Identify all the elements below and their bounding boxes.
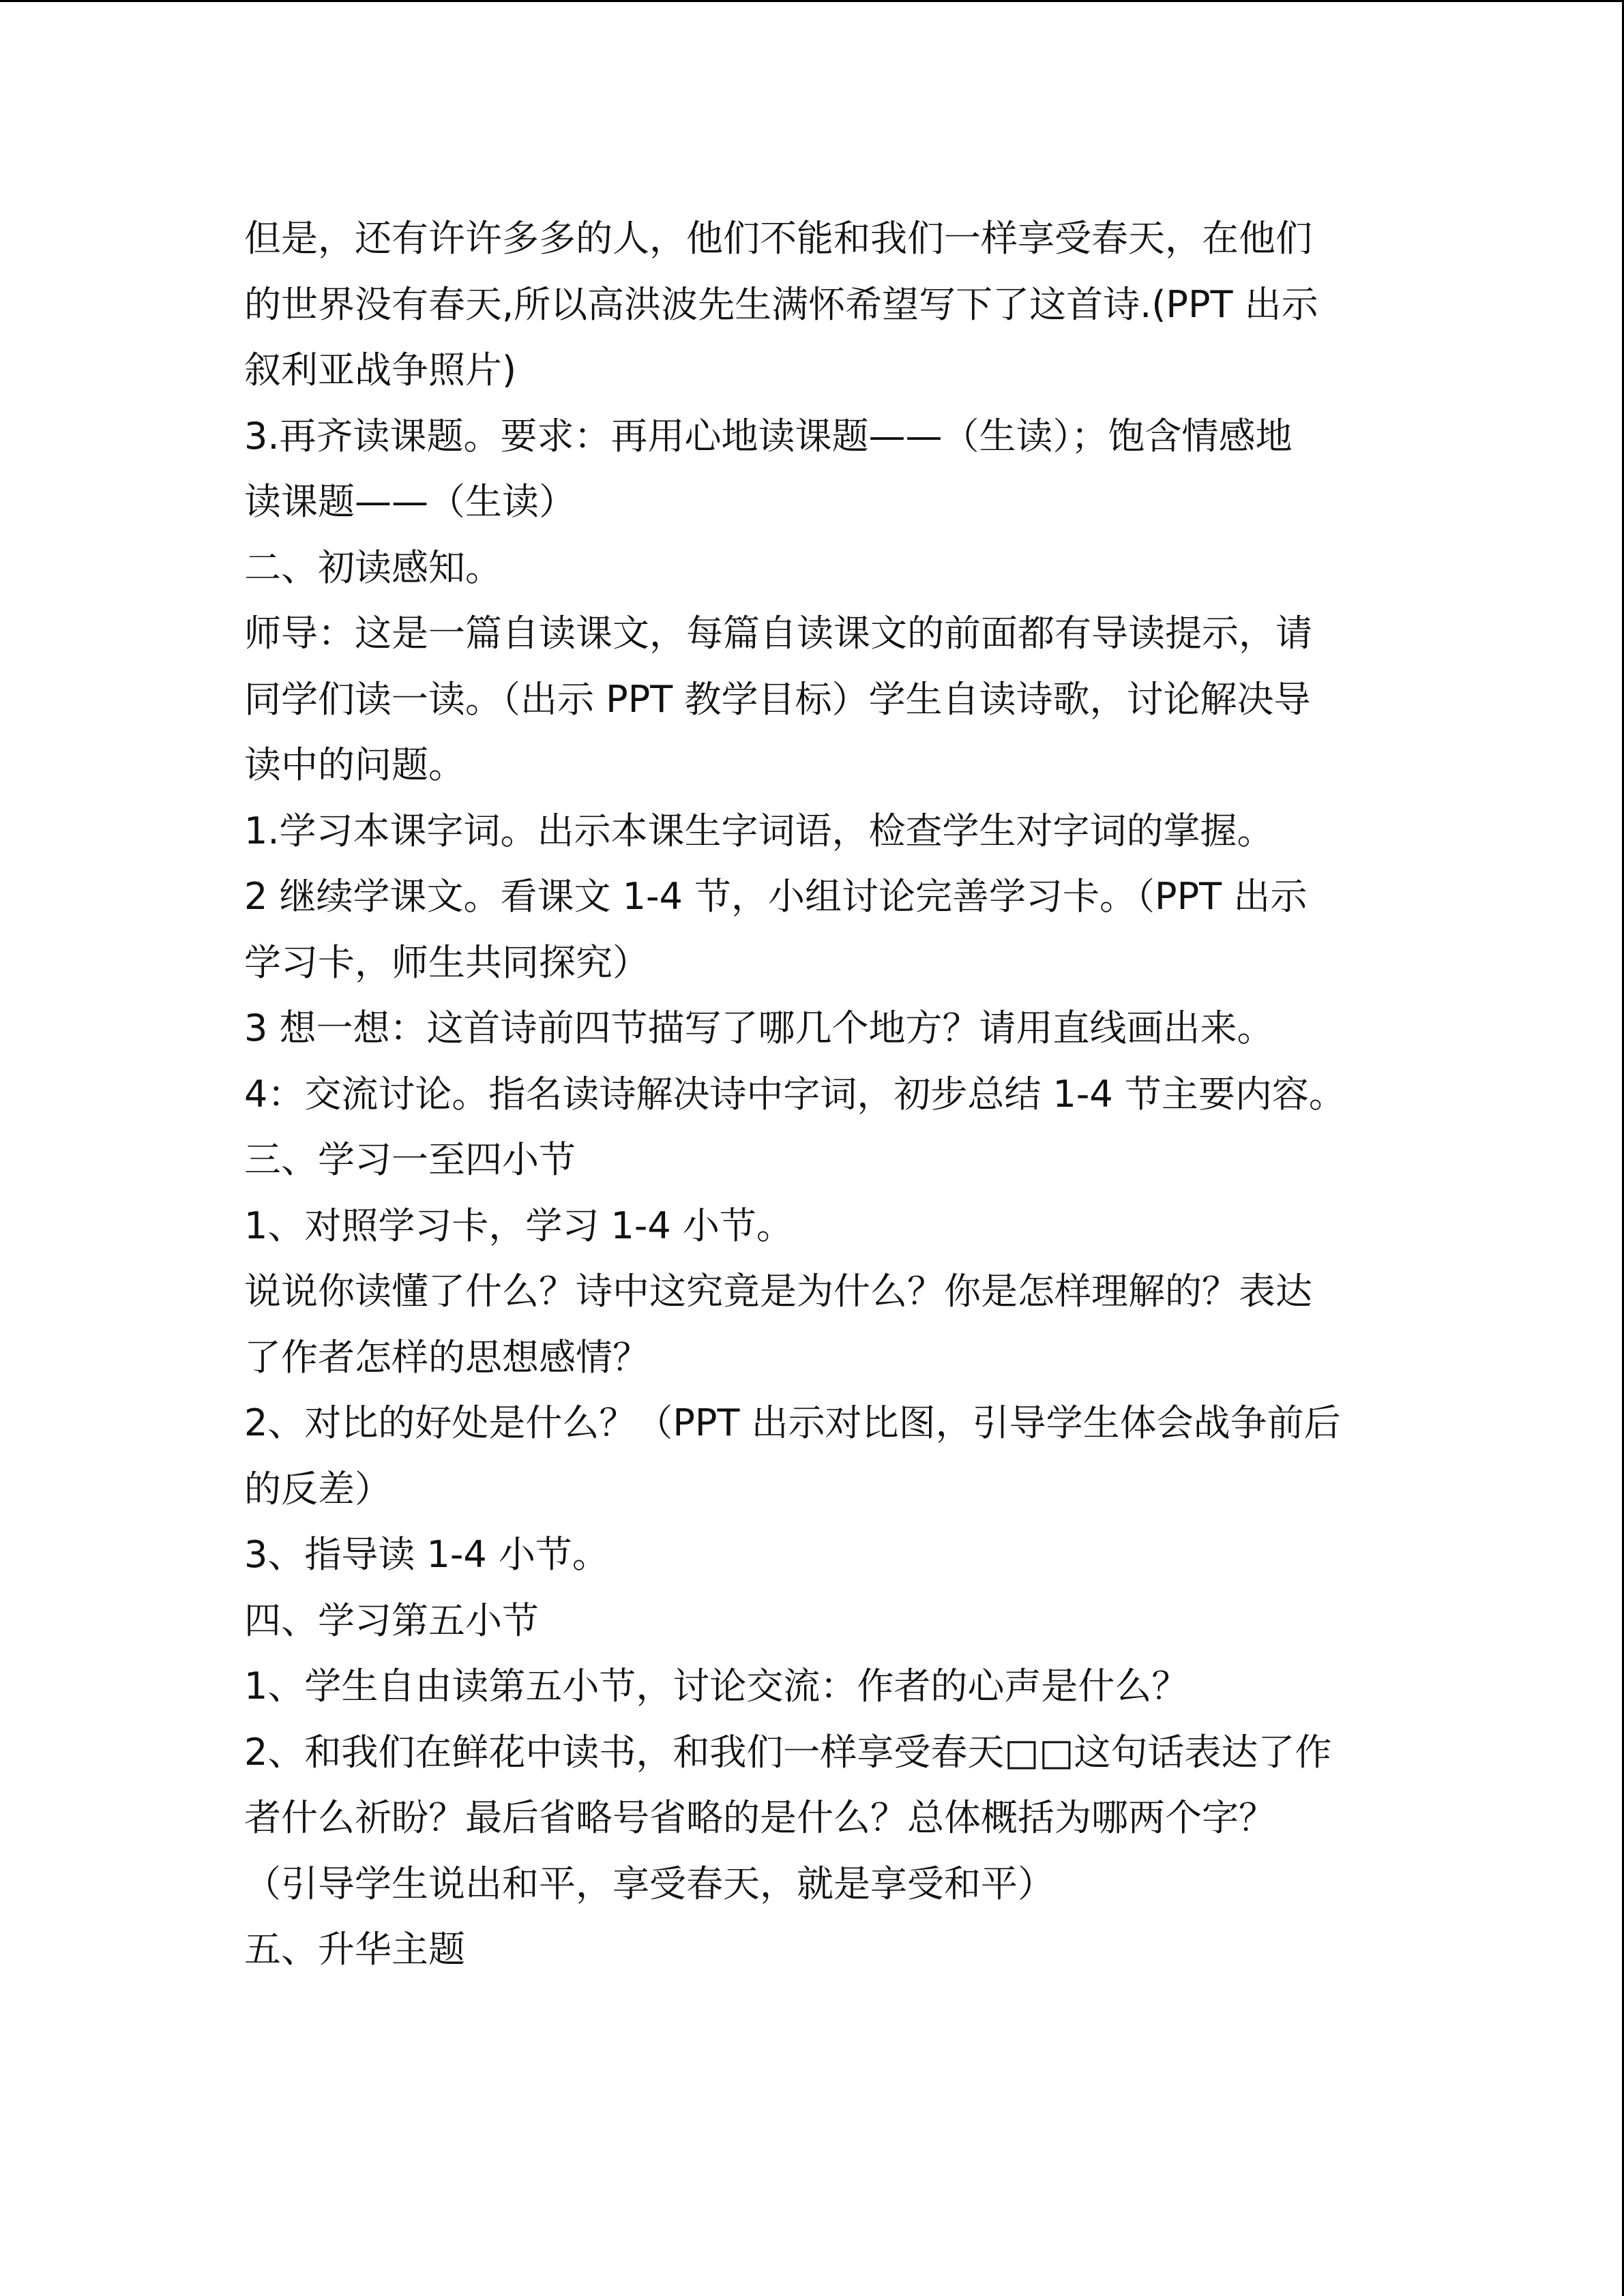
section-heading: 三、学习一至四小节 [244, 1138, 576, 1181]
text-line: 2 继续学课文。看课文 1-4 节，小组讨论完善学习卡。（PPT 出示 [244, 875, 1308, 918]
text-line: 的反差） [244, 1467, 392, 1510]
text-line: 叙利亚战争照片) [244, 348, 517, 391]
text-line: 师导：这是一篇自读课文，每篇自读课文的前面都有导读提示，请 [244, 612, 1312, 655]
section-heading: 五、升华主题 [244, 1928, 465, 1971]
text-line: 1、对照学习卡，学习 1-4 小节。 [244, 1204, 793, 1247]
text-line: 读课题——（生读） [244, 480, 576, 523]
text-line: 2、和我们在鲜花中读书，和我们一样享受春天□□这句话表达了作 [244, 1730, 1332, 1774]
text-line: 4：交流讨论。指名读诗解决诗中字词，初步总结 1-4 节主要内容。 [244, 1072, 1346, 1116]
text-line: 2、对比的好处是什么？（PPT 出示对比图，引导学生体会战争前后 [244, 1401, 1341, 1444]
text-line: 3.再齐读课题。要求：再用心地读课题——（生读）；饱含情感地 [244, 414, 1293, 458]
text-line: 读中的问题。 [244, 743, 465, 786]
section-heading: 二、初读感知。 [244, 546, 502, 589]
text-line: 1.学习本课字词。出示本课生字词语，检查学生对字词的掌握。 [244, 809, 1274, 852]
section-heading: 四、学习第五小节 [244, 1598, 539, 1642]
text-line: 了作者怎样的思想感情？ [244, 1335, 649, 1379]
text-line: （引导学生说出和平，享受春天，就是享受和平） [244, 1862, 1054, 1905]
text-line: 但是，还有许许多多的人，他们不能和我们一样享受春天，在他们 [244, 217, 1312, 260]
text-line: 1、学生自由读第五小节，讨论交流：作者的心声是什么？ [244, 1665, 1189, 1708]
text-line: 3 想一想：这首诗前四节描写了哪几个地方？请用直线画出来。 [244, 1007, 1274, 1049]
text-line: 同学们读一读。（出示 PPT 教学目标）学生自读诗歌，讨论解决导 [244, 677, 1311, 721]
text-line: 者什么祈盼？最后省略号省略的是什么？总体概括为哪两个字？ [244, 1796, 1275, 1839]
text-line: 3、指导读 1-4 小节。 [244, 1533, 609, 1576]
text-line: 学习卡，师生共同探究） [244, 940, 649, 984]
text-line: 说说你读懂了什么？诗中这究竟是为什么？你是怎样理解的？表达 [244, 1270, 1312, 1313]
text-line: 的世界没有春天,所以高洪波先生满怀希望写下了这首诗.(PPT 出示 [244, 282, 1318, 326]
document-body [244, 206, 1390, 1983]
page-border-top [0, 0, 1624, 2]
